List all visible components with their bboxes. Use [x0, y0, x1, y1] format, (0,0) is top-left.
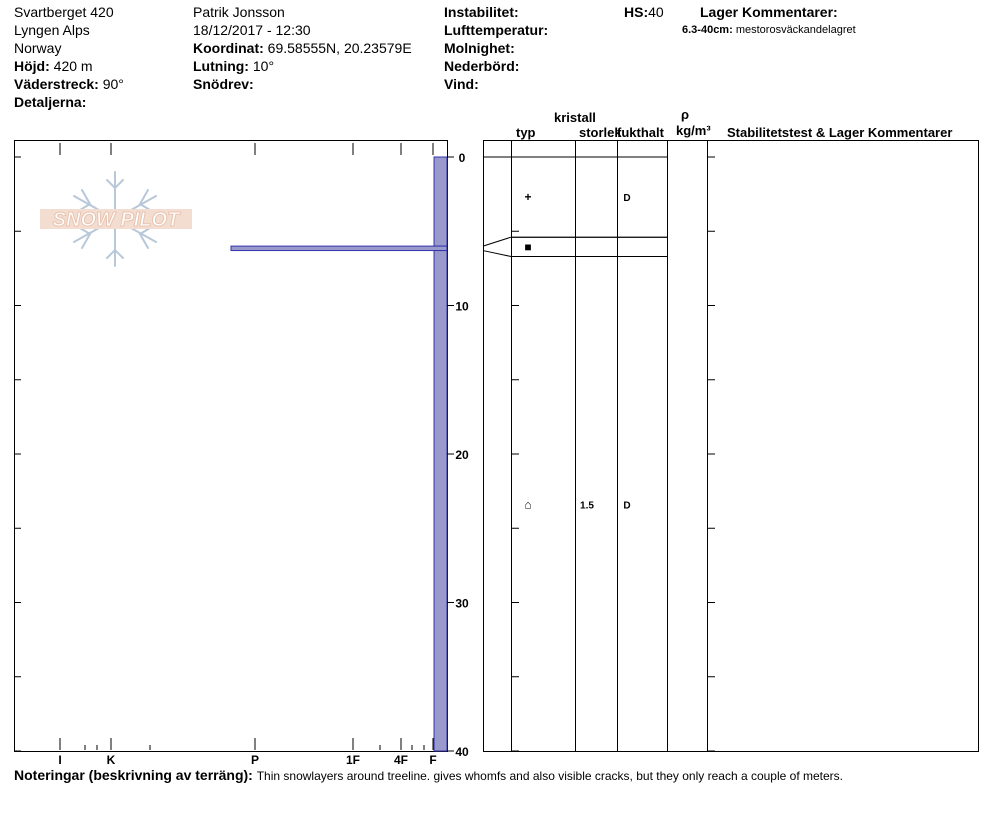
notes-row [14, 767, 843, 783]
hardness-label: P [250, 753, 260, 767]
hardness-labels [58, 753, 436, 767]
depth-ticks-right [511, 157, 715, 751]
precip-label: Nederbörd: [444, 58, 520, 74]
depth-labels [447, 151, 469, 759]
layer-comments-label: Lager Kommentarer: [700, 4, 838, 20]
density-unit-header: kg/m³ [676, 123, 711, 138]
depth-label: 10 [455, 299, 469, 314]
hardness-bars [231, 157, 447, 751]
notes-text: Thin snowlayers around treeline. gives whomfs and also visible cracks, but they only reach a couple of meters. [256, 769, 844, 783]
country-name: Norway [14, 40, 62, 56]
layer-connector [483, 237, 511, 246]
elevation-value: 420 m [53, 58, 93, 74]
slope-label: Lutning: [193, 58, 249, 74]
crystal-header: kristall [554, 110, 596, 125]
depth-label: 30 [455, 596, 469, 611]
sky-label: Molnighet: [444, 40, 515, 56]
range-name: Lyngen Alps [14, 22, 90, 38]
depth-label: 20 [455, 448, 469, 462]
observer-name: Patrik Jonsson [193, 4, 285, 20]
coordinate-label: Koordinat: [193, 40, 264, 56]
stability-header: Stabilitetstest & Lager Kommentarer [727, 125, 953, 140]
moisture-header: fukthalt [617, 125, 664, 140]
hardness-label: K [106, 753, 116, 767]
layer-table-frame [484, 141, 979, 752]
aspect-label: Väderstreck: [14, 76, 99, 92]
layer-type-symbol: ■ [524, 239, 532, 254]
type-header: typ [516, 125, 536, 140]
coordinate-value: 69.58555N, 20.23579E [267, 40, 412, 56]
logo-text: SNOW PILOT [52, 209, 180, 231]
snowpilot-logo [40, 172, 192, 266]
hardness-bar [231, 246, 447, 250]
depth-label: 40 [455, 745, 469, 759]
layer-moisture: D [623, 500, 631, 512]
hardness-label: F [429, 753, 437, 767]
depth-label: 0 [458, 151, 466, 165]
size-header: storlek [579, 125, 622, 140]
hardness-label: 4F [393, 753, 409, 767]
aspect-value: 90° [102, 76, 124, 92]
details-label: Detaljerna: [14, 94, 87, 110]
layer-comment-text: mestorosväckandelagret [735, 24, 856, 36]
hardness-label: 1F [345, 753, 361, 767]
observation-datetime: 18/12/2017 - 12:30 [193, 22, 311, 38]
elevation-label: Höjd: [14, 58, 50, 74]
hardness-plot-frame [15, 141, 448, 752]
layer-type-symbol: + [524, 190, 532, 205]
notes-label: Noteringar (beskrivning av terräng): [14, 767, 253, 783]
density-symbol-header: ρ [681, 107, 690, 122]
hs-label: HS: [624, 4, 649, 20]
drift-label: Snödrev: [193, 76, 254, 92]
slope-value: 10° [252, 58, 275, 74]
air-temp-label: Lufttemperatur: [444, 22, 549, 38]
layer-type-symbol: ⌂ [524, 497, 532, 512]
instability-label: Instabilitet: [444, 4, 519, 20]
hs-value: 40 [648, 4, 664, 20]
layer-moisture: D [623, 193, 631, 205]
hardness-bar [434, 157, 447, 246]
depth-ticks-left [15, 157, 21, 751]
wind-label: Vind: [444, 76, 479, 92]
hardness-bar [434, 251, 447, 751]
hardness-label: I [58, 753, 62, 767]
site-name: Svartberget 420 [14, 4, 114, 20]
layer-connector [483, 251, 511, 257]
hardness-ticks [60, 143, 441, 750]
layer-comment-range: 6.3-40cm: [682, 24, 733, 36]
layer-size: 1.5 [580, 500, 594, 512]
